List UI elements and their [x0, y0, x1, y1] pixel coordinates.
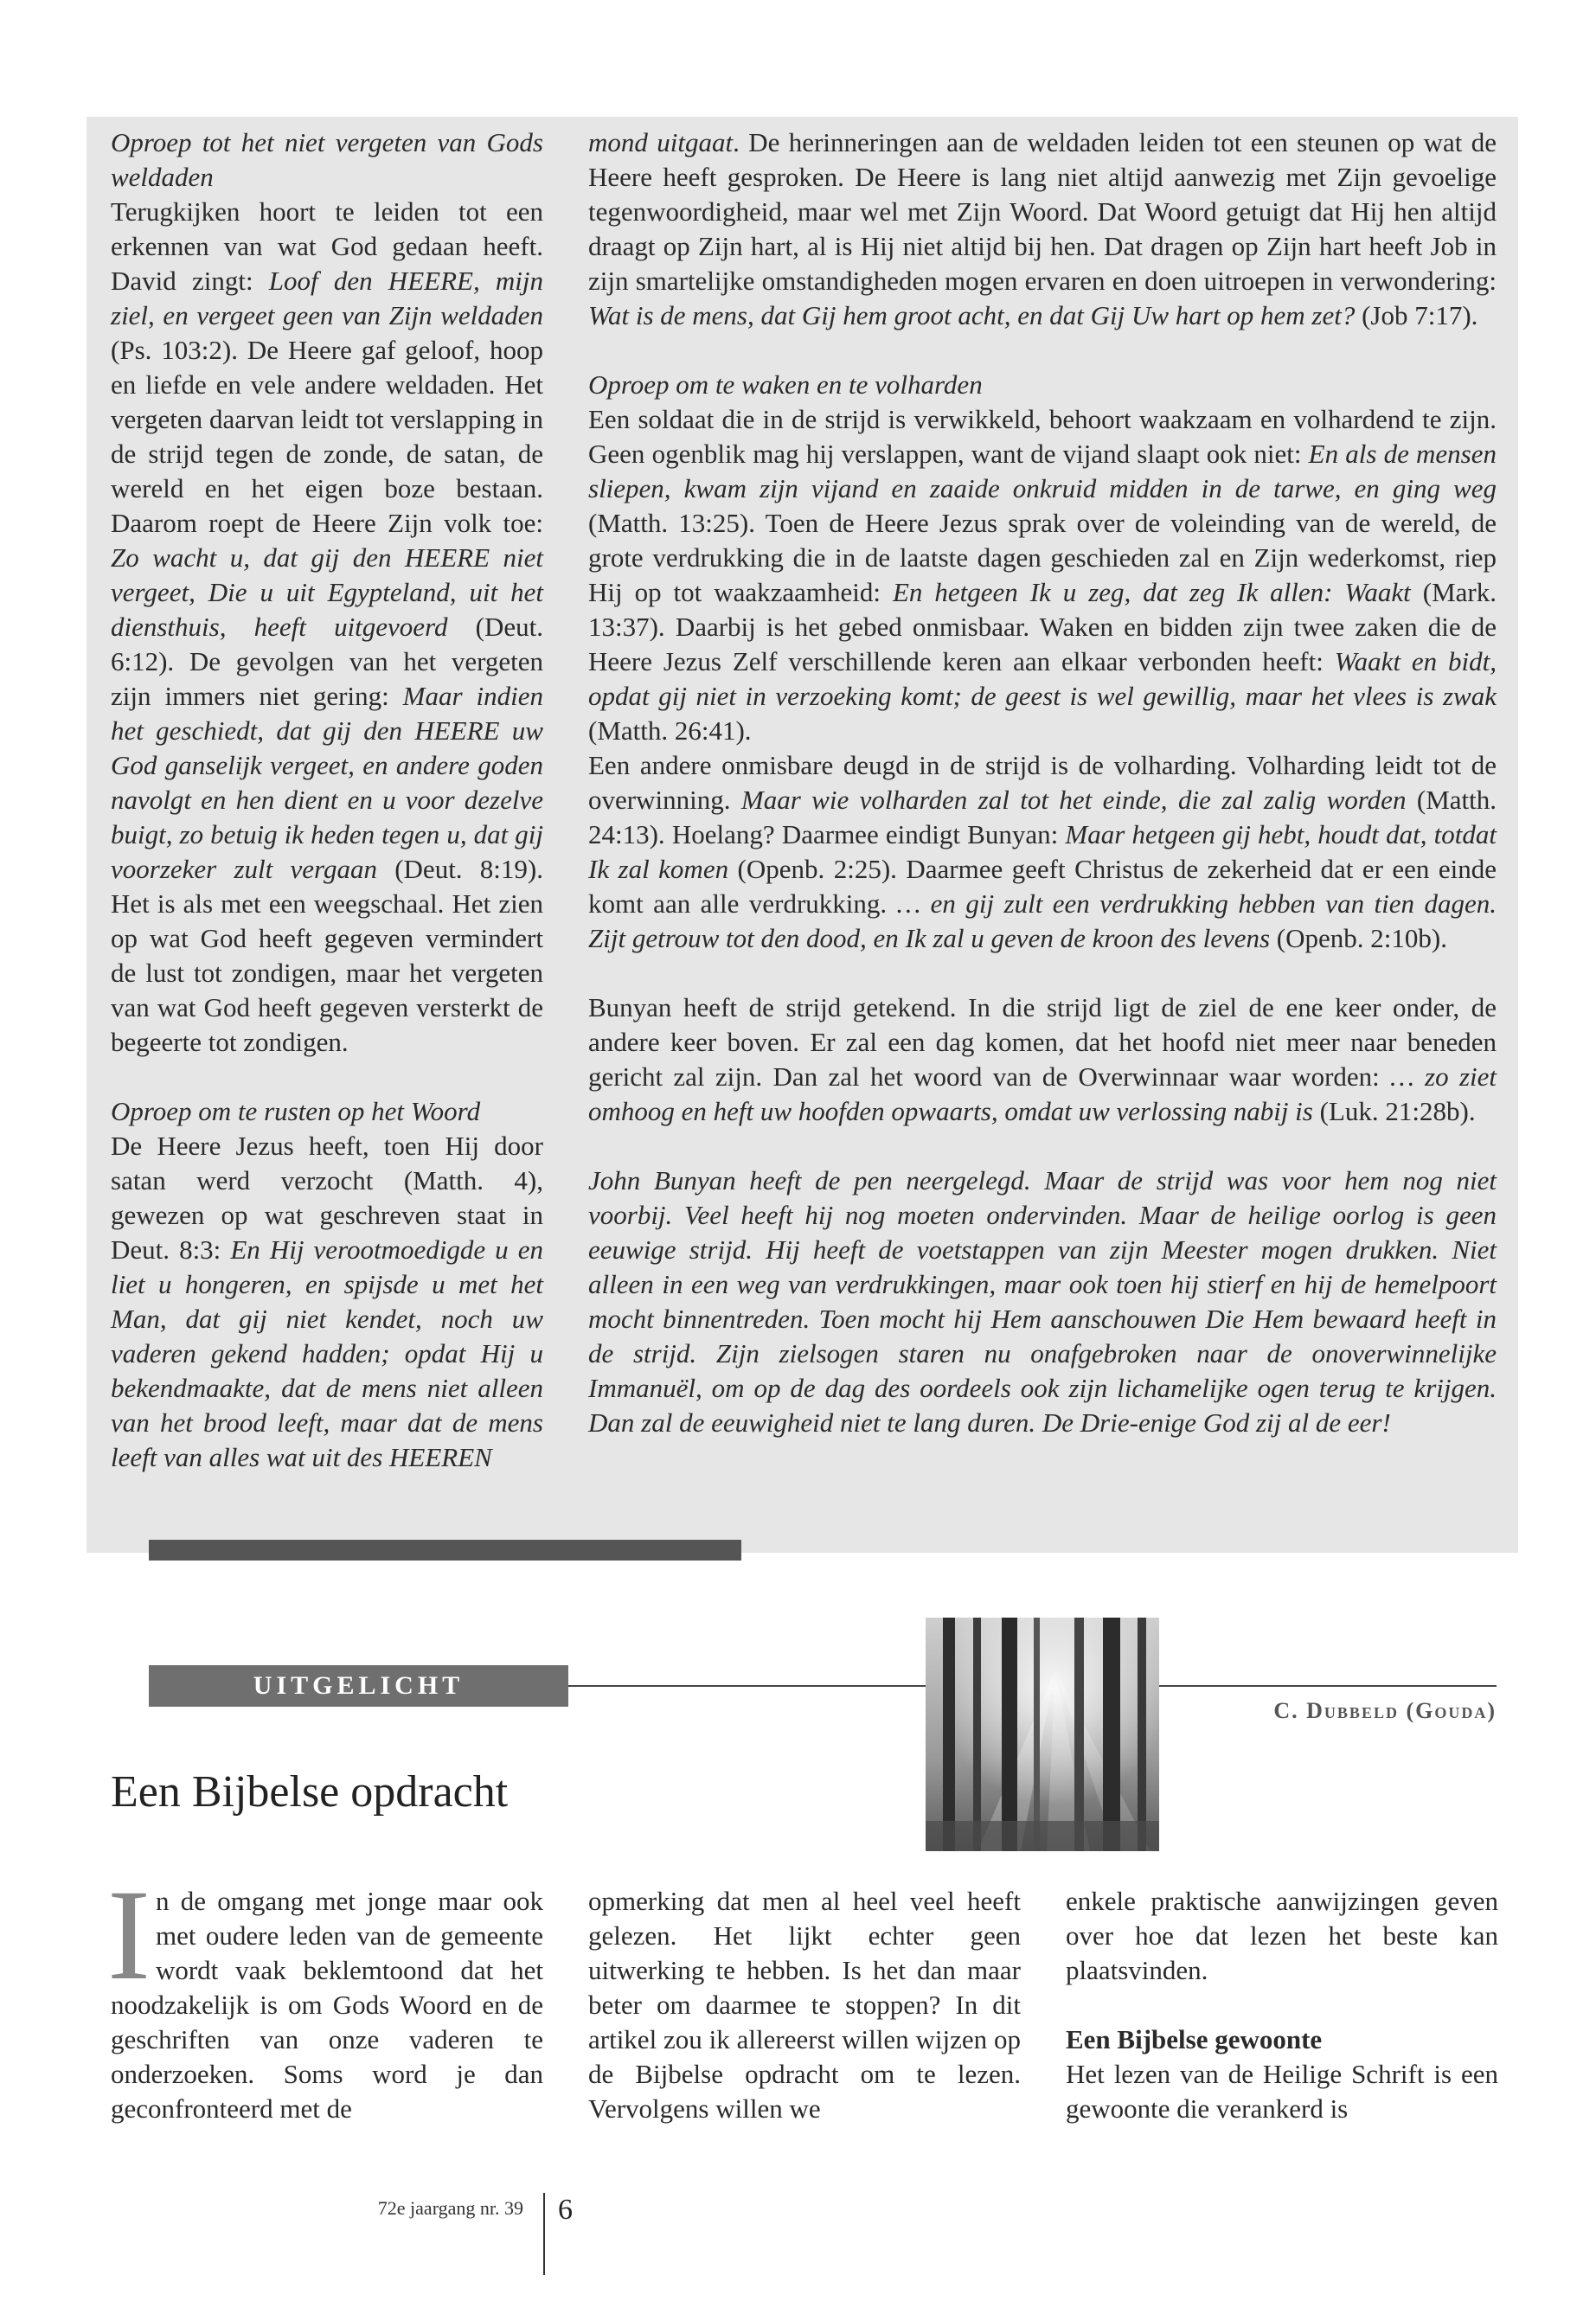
quote-text: Maar hetgeen gij hebt, houdt dat, totdat Ik zal komen — [588, 819, 1497, 884]
paragraph — [588, 748, 1497, 956]
section-heading: Oproep om te waken en te volharden — [588, 369, 983, 400]
section-rule-right — [1159, 1685, 1497, 1687]
paragraph — [588, 1163, 1497, 1440]
body-text: (Openb. 2:25). Daarmee geeft Christus de zekerheid dat er een einde komt aan alle verdrukking. — [588, 854, 1497, 919]
body-text: (Ps. 103:2). De Heere gaf geloof, hoop en liefde en vele andere weldaden. Het vergeten daarvan leidt tot verslapping in de strijd tegen de zonde, de satan, de wereld en het eigen boze bestaan. Daarom roept de Heere Zijn volk toe: — [111, 335, 543, 538]
body-text: (Mark. 13:37). Daarbij is het gebed onmisbaar. Waken en bidden zijn twee zaken die de Heere Jezus Zelf verschillende keren aan elkaar verbonden heeft: — [588, 577, 1497, 676]
paragraph-gap — [588, 1129, 1497, 1163]
footer-divider — [543, 2193, 545, 2275]
quote-text: mond uitgaat — [588, 127, 734, 157]
right-column — [588, 125, 1497, 1440]
quote-text: Loof den HEERE, mijn ziel, en vergeet geen van Zijn weldaden — [111, 266, 544, 330]
article-subhead: Een Bijbelse gewoonte — [1066, 2024, 1323, 2054]
paragraph-gap — [588, 956, 1497, 990]
body-text: Een andere onmisbare deugd in de strijd is de volharding. Volharding leidt tot de overwinning. — [588, 750, 1497, 815]
forest-image — [926, 1618, 1159, 1851]
body-text: (Job 7:17). — [1355, 300, 1478, 330]
body-text: (Openb. 2:10b). — [1270, 923, 1447, 953]
paragraph — [588, 402, 1497, 748]
body-text: (Deut. 8:19). Het is als met een weegschaal. Het zien op wat God heeft gegeven vermindert de lust tot zondigen, maar het vergeten van wat God heeft gegeven versterkt de begeerte tot zondigen. — [111, 854, 543, 1057]
page-number: 6 — [558, 2194, 573, 2226]
body-text: De Heere Jezus heeft, toen Hij door satan werd verzocht (Matth. 4), gewezen op wat geschreven staat in Deut. 8:3: — [111, 1131, 543, 1265]
body-text: Een soldaat die in de strijd is verwikkeld, behoort waakzaam en volhardend te zijn. Geen ogenblik mag hij verslappen, want de vijand slaapt ook niet: — [588, 404, 1497, 469]
article-col3-text: enkele praktische aanwijzingen geven over hoe dat lezen het beste kan plaatsvinden. — [1066, 1886, 1498, 1985]
quote-text: … zo ziet omhoog en heft uw hoofden opwaarts, omdat uw verlossing nabij is — [588, 1061, 1497, 1126]
article-column-2 — [588, 1884, 1021, 2126]
quote-text: John Bunyan heeft de pen neergelegd. Maar de strijd was voor hem nog niet voorbij. Veel heeft hij nog moeten ondervinden. Maar de heilige oorlog is geen eeuwige strijd. Hij heeft de voetstappen van zijn Meester mogen drukken. Niet alleen in een weg van verdrukkingen, maar ook toen hij stierf en hij de hemelpoort mocht binnentreden. Toen mocht hij Hem aanschouwen Die Hem bewaard heeft in de strijd. Zijn zielsogen staren nu onafgebroken naar de onoverwinnelijke Immanuël, om op de dag des oordeels ook zijn lichamelijke ogen terug te krijgen. Dan zal de eeuwigheid niet te lang duren. De Drie-enige God zij al de eer! — [588, 1165, 1497, 1438]
quote-text: Waakt en bidt, opdat gij niet in verzoeking komt; de geest is wel gewillig, maar het vlees is zwak — [588, 646, 1497, 711]
quote-text: Maar wie volharden zal tot het einde, die zal zalig worden — [740, 785, 1407, 815]
paragraph — [588, 990, 1497, 1129]
body-text: Bunyan heeft de strijd getekend. In die strijd ligt de ziel de ene keer onder, de andere keer boven. Er zal een dag komen, dat het hoofd niet meer naar beneden gericht zal zijn. Dan zal het woord van de Overwinnaar waar worden: — [588, 992, 1497, 1092]
quote-text: … en gij zult een verdrukking hebben van tien dagen. Zijt getrouw tot den dood, en Ik zal u geven de kroon des levens — [588, 888, 1497, 953]
article-column-1 — [107, 1863, 543, 2126]
section-heading: Oproep om te rusten op het Woord — [111, 1096, 481, 1126]
body-text: (Luk. 21:28b). — [1312, 1096, 1476, 1126]
article-col2-text: opmerking dat men al heel veel heeft gelezen. Het lijkt echter geen uitwerking te hebben. Is het dan maar beter om daarmee te stoppen? In dit artikel zou ik allereerst willen wijzen op de Bijbelse opdracht om te lezen. Vervolgens willen we — [588, 1886, 1021, 2124]
volume-number: 72e jaargang nr. 39 — [377, 2197, 523, 2219]
article-column-3 — [1066, 1884, 1498, 2126]
body-text: (Deut. 6:12). De gevolgen van het vergeten zijn immers niet gering: — [111, 612, 543, 711]
section-label: UITGELICHT — [149, 1665, 568, 1707]
body-text: Terugkijken hoort te leiden tot een erkennen van wat God gedaan heeft. David zingt: — [111, 196, 543, 296]
body-text: . De herinneringen aan de weldaden leiden tot een steunen op wat de Heere heeft gesproken. De Heere is lang niet altijd aanwezig met Zijn gevoelige tegenwoordigheid, maar wel met Zijn Woord. Dat Woord getuigt dat Hij hen altijd draagt op Zijn hart, al is Hij niet altijd bij hen. Dat dragen op Zijn hart heeft Job in zijn smartelijke omstandigheden mogen ervaren en doen uitroepen in verwondering: — [588, 127, 1497, 296]
quote-text: En hetgeen Ik u zeg, dat zeg Ik allen: Waakt — [892, 577, 1411, 607]
body-text: (Matth. 24:13). Hoelang? Daarmee eindigt Bunyan: — [588, 785, 1497, 849]
paragraph-gap — [588, 333, 1497, 368]
paragraph-gap — [111, 1060, 543, 1094]
box-bottom-bar — [149, 1540, 741, 1561]
article-title: Een Bijbelse opdracht — [111, 1767, 509, 1817]
quote-text: Wat is de mens, dat Gij hem groot acht, en dat Gij Uw hart op hem zet? — [588, 300, 1356, 330]
paragraph — [111, 1129, 543, 1475]
body-text: (Matth. 26:41). — [588, 715, 752, 746]
quote-text: Maar indien het geschiedt, dat gij den HEERE uw God ganselijk vergeet, en andere goden navolgt en hen dient en u voor dezelve buigt, zo betuig ik heden tegen u, dat gij voorzeker zult vergaan — [111, 681, 544, 884]
quote-text: En als de mensen sliepen, kwam zijn vijand en zaaide onkruid midden in de tarwe, en ging weg — [588, 439, 1497, 503]
paragraph — [111, 195, 543, 1060]
section-heading: Oproep tot het niet vergeten van Gods weldaden — [111, 127, 543, 192]
article-col1-text: n de omgang met jonge maar ook met oudere leden van de gemeente wordt vaak beklemtoond dat het noodzakelijk is om Gods Woord en de geschriften van onze vaderen te onderzoeken. Soms word je dan geconfronteerd met de — [111, 1886, 543, 2124]
paragraph — [588, 125, 1497, 333]
article-col3-text2: Het lezen van de Heilige Schrift is een gewoonte die verankerd is — [1066, 2059, 1498, 2124]
quote-text: En Hij verootmoedigde u en liet u hongeren, en spijsde u met het Man, dat gij niet kendet, noch uw vaderen gekend hadden; opdat Hij u bekendmaakte, dat de mens niet alleen van het brood leeft, maar dat de mens leeft van alles wat uit des HEEREN — [111, 1234, 543, 1472]
author-name: C. Dubbeld (Gouda) — [1273, 1698, 1497, 1723]
body-text: (Matth. 13:25). Toen de Heere Jezus sprak over de voleinding van de wereld, de grote verdrukking die in de laatste dagen geschieden zal en Zijn wederkomst, riep Hij op tot waakzaamheid: — [588, 508, 1497, 607]
left-column — [111, 125, 543, 1475]
quote-text: Zo wacht u, dat gij den HEERE niet vergeet, Die u uit Egypteland, uit het diensthuis, heeft uitgevoerd — [111, 542, 543, 642]
drop-cap: I — [107, 1863, 151, 2007]
